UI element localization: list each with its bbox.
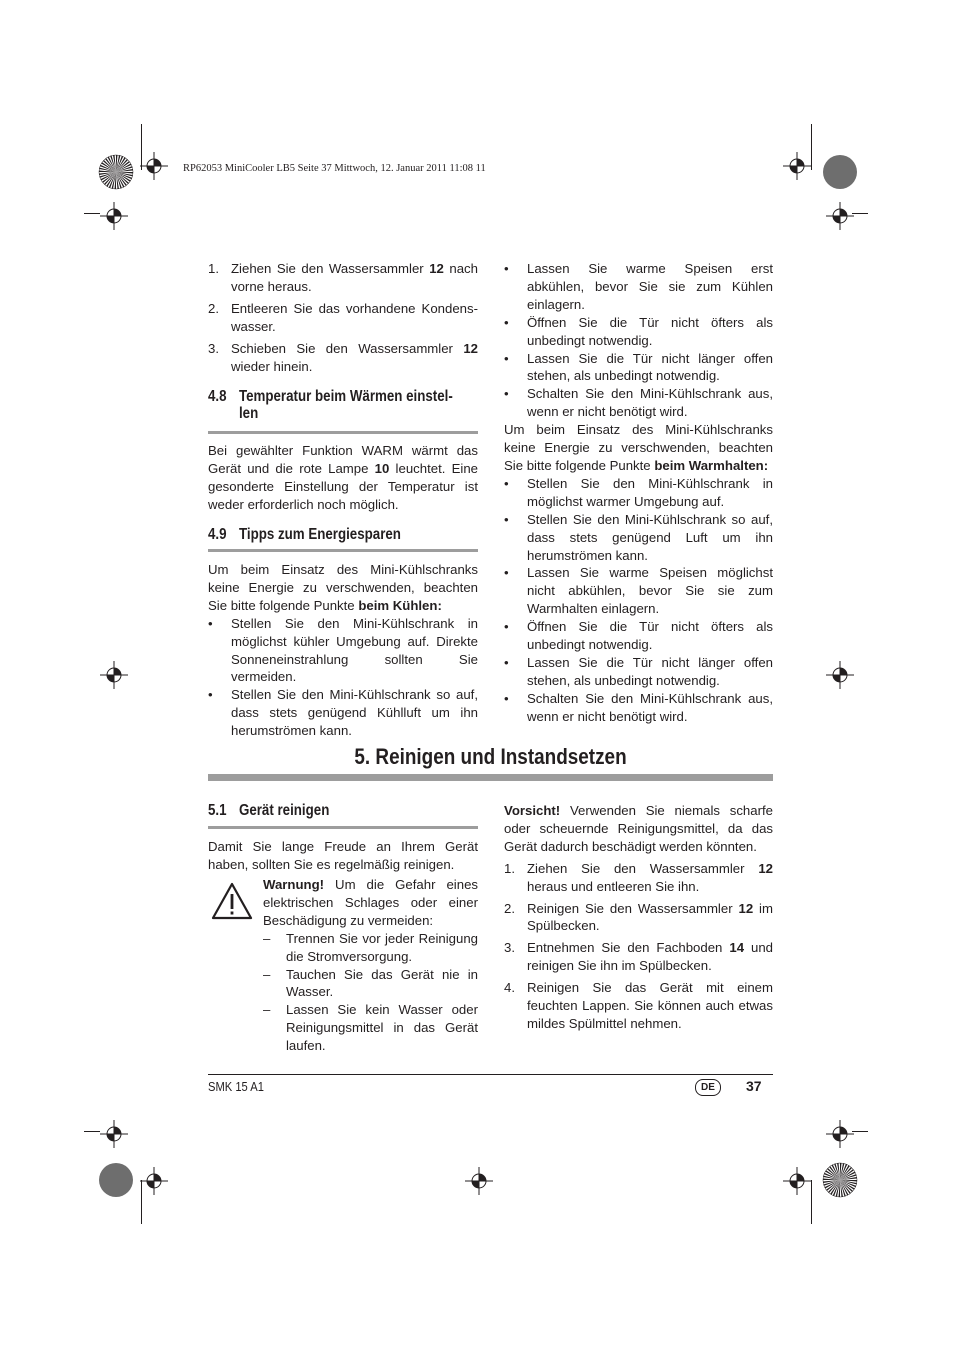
bullet-item: • Stellen Sie den Mini-Kühlschrank in möglichst warmer Umgebung auf. [504,475,773,509]
dash-item: – Lassen Sie kein Wasser oder Reinigungsmittel in das Gerät laufen. [263,1002,478,1054]
chapter-rule [208,774,773,781]
crop-line [811,1180,812,1224]
cleaning-steps [504,860,773,1033]
section-5-1-heading: 5.1 Gerät reinigen [208,802,330,819]
section-rule [208,549,478,552]
bullet-item: • Stellen Sie den Mini-Kühlschrank so auf, dass stets genügend Luft um ihn herumströmen kann. [504,511,773,563]
crosshair-mark-icon [100,661,128,689]
footer-rule [208,1074,773,1075]
bullet-item: • Stellen Sie den Mini-Kühlschrank so auf, dass stets genügend Kühlluft um ihn herumströmen kann. [208,687,478,739]
list-item: 1. Ziehen Sie den Wassersammler 12 nach vorne heraus. [208,261,478,294]
list-item: 4. Reinigen Sie das Gerät mit einem feuchten Lappen. Sie können auch etwas mildes Spülmittel nehmen. [504,980,773,1031]
crosshair-mark-icon [826,1120,854,1148]
crop-line [84,213,100,214]
section-4-9-heading: 4.9 Tipps zum Energiesparen [208,526,401,543]
right-column-top [504,260,773,726]
list-item: 2. Reinigen Sie den Wassersammler 12 im Spülbecken. [504,900,773,934]
crosshair-mark-icon [783,1167,811,1195]
color-wheel-mark-icon [822,1162,858,1198]
right-column-cleaning [504,802,773,1033]
list-item: 2. Entleeren Sie das vorhandene Kondens-wasser. [208,300,478,334]
bullet-item: • Stellen Sie den Mini-Kühlschrank in möglichst kühler Umgebung auf. Direkte Sonneneinstrahlung sollten Sie vermeiden. [208,615,478,685]
list-item: 3. Schieben Sie den Wassersammler 12 wieder hinein. [208,340,478,374]
section-4-9-body [208,561,478,740]
bullet-item: • Lassen Sie die Tür nicht länger offen stehen, als unbedingt notwendig. [504,350,773,384]
caution-text: Vorsicht! Verwenden Sie niemals scharfe oder scheuernde Reinigungsmittel, da das Gerät dadurch beschädigt werden könnten. [504,803,773,854]
bullet-item: • Lassen Sie die Tür nicht länger offen stehen, als unbedingt notwendig. [504,654,773,688]
crosshair-mark-icon [465,1167,493,1195]
bullet-item: • Schalten Sie den Mini-Kühlschrank aus, wenn er nicht benötigt wird. [504,386,773,420]
bullet-item: • Lassen Sie warme Speisen möglichst nicht abkühlen, bevor Sie sie zum Warmhalten einlagern. [504,565,773,617]
warming-tips [504,475,773,726]
crop-line [141,1180,142,1224]
gray-disc-mark-icon [98,1162,134,1198]
crosshair-mark-icon [140,1167,168,1195]
bullet-item: • Lassen Sie warme Speisen erst abkühlen, bevor Sie sie zum Kühlen einlagern. [504,261,773,312]
cooling-tips [208,615,478,740]
section-rule [208,826,478,829]
warming-intro: Um beim Einsatz des Mini-Kühlschranks keine Energie zu verschwenden, beachten Sie bitte folgende Punkte beim Warmhalten: [504,422,773,473]
section-5-1-intro: Damit Sie lange Freude an Ihrem Gerät haben, sollten Sie es regelmäßig reinigen. [208,839,478,872]
cooling-tips-continued [504,260,773,421]
chapter-5-title: 5. Reinigen und Instandsetzen [354,744,627,769]
left-column-top [208,260,478,375]
crosshair-mark-icon [100,202,128,230]
dash-item: – Trennen Sie vor jeder Reinigung die Stromversorgung. [263,930,478,964]
cooling-intro: Um beim Einsatz des Mini-Kühlschranks keine Energie zu verschwenden, beachten Sie bitte folgende Punkte beim Kühlen: [208,562,478,613]
crosshair-mark-icon [783,152,811,180]
crop-line [852,1131,868,1132]
warning-text: Warnung! Um die Gefahr eines elektrischen Schlages oder einer Beschädigung zu vermeiden: [263,877,478,928]
bullet-item: • Schalten Sie den Mini-Kühlschrank aus, wenn er nicht benötigt wird. [504,690,773,724]
crop-line [852,213,868,214]
model-number: SMK 15 A1 [208,1079,264,1094]
dash-item: – Tauchen Sie das Gerät nie in Wasser. [263,966,478,1000]
crop-line [141,124,142,170]
page-number: 37 [746,1078,762,1094]
bullet-item: • Öffnen Sie die Tür nicht öfters als unbedingt notwendig. [504,619,773,653]
bullet-item: • Öffnen Sie die Tür nicht öfters als unbedingt notwendig. [504,314,773,348]
warning-triangle-icon [210,881,254,924]
crosshair-mark-icon [826,202,854,230]
crop-line [811,124,812,170]
language-badge: DE [695,1079,721,1096]
gray-disc-mark-icon [822,154,858,190]
warning-items [263,930,478,1055]
crosshair-mark-icon [826,661,854,689]
slug-line: RP62053 MiniCooler LB5 Seite 37 Mittwoch, 12. Januar 2011 11:08 11 [183,163,486,174]
crosshair-mark-icon [100,1120,128,1148]
section-rule [208,431,478,434]
crop-line [84,1131,100,1132]
list-item: 1. Ziehen Sie den Wassersammler 12 heraus und entleeren Sie ihn. [504,860,773,894]
crosshair-mark-icon [140,152,168,180]
water-collector-steps [208,260,478,375]
section-4-8-text: Bei gewählter Funktion WARM wärmt das Gerät und die rote Lampe 10 leuchtet. Eine gesonderte Einstellung der Temperatur ist weder erforderlich noch möglich. [208,443,479,512]
warning-block [263,876,478,1055]
color-wheel-mark-icon [98,154,134,190]
section-4-8-heading: 4.8 Temperatur beim Wärmen einstel- len [208,388,453,422]
list-item: 3. Entnehmen Sie den Fachboden 14 und reinigen Sie ihn im Spülbecken. [504,940,773,974]
